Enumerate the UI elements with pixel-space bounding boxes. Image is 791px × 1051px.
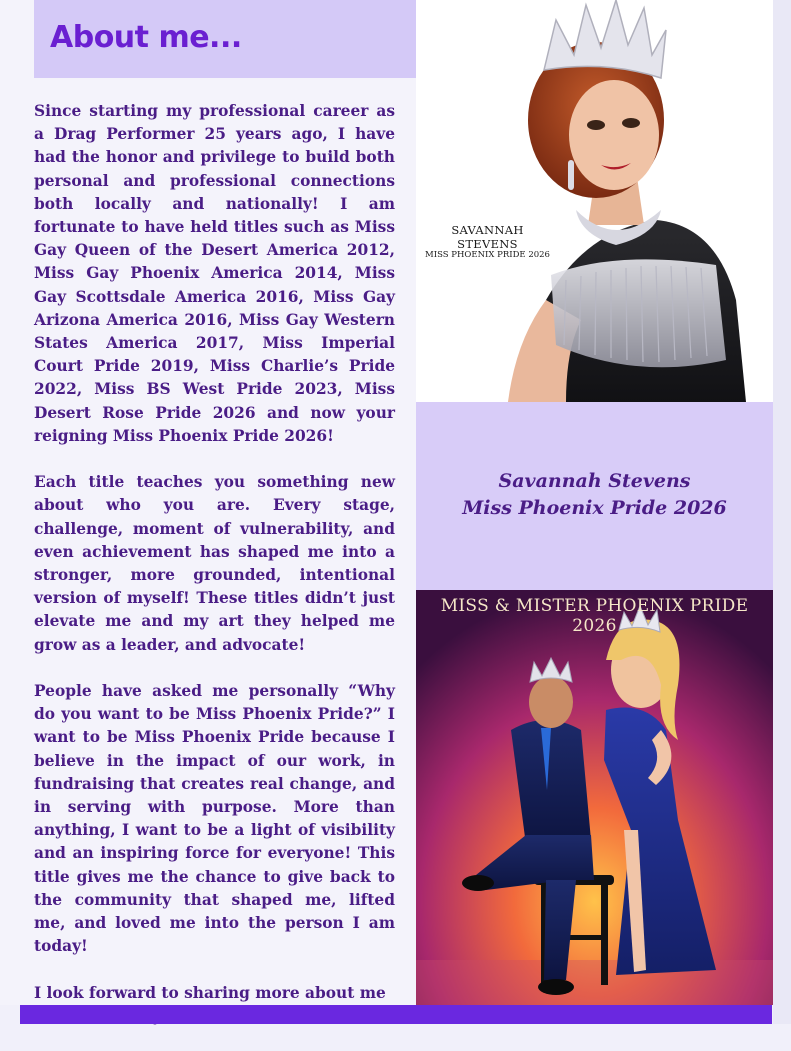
heading-banner [34,0,416,78]
paragraph-closing: I look forward to sharing more about me [34,983,386,1002]
paragraph-career: Since starting my professional career as a Drag Performer 25 years ago, I have had the honor and privilege to build both personal and professional connections both locally and nationally! I am fortunate to have held titles such as Miss Gay Queen of the Desert America 2012, Miss Gay Phoenix America 2014, Miss Gay Scottsdale America 2016, Miss Gay Arizona America 2016, Miss Gay Western States America 2017, Miss Imperial Court Pride 2019, Miss Charlie’s Pride 2022, Miss BS West Pride 2023, Miss Desert Rose Pride 2026 and now your reigning Miss Phoenix Pride 2026! [34,102,395,445]
page-title: About me... [50,20,242,55]
portrait-photo [416,0,773,402]
group-illustration [416,590,773,1005]
group-photo [416,590,773,1005]
portrait-illustration [416,0,773,402]
caption-box [416,402,773,590]
paragraph-why: People have asked me personally “Why do you want to be Miss Phoenix Pride?” I want to be Miss Phoenix Pride because I believe in the impact of our work, in fundraising that creates real change, and in serving with purpose. More than anything, I want to be a light of visibility and an inspiring force for everyone! This title gives me the chance to give back to the community that shaped me, lifted me, and loved me into the person I am today! [34,682,395,956]
caption-title: Miss Phoenix Pride 2026 [462,497,727,519]
caption-name: Savannah Stevens [498,470,691,492]
portrait-overlay-title: MISS PHOENIX PRIDE 2026 [425,250,550,260]
group-photo-banner: MISS & MISTER PHOENIX PRIDE 2026 [440,596,749,636]
portrait-overlay-name: SAVANNAH STEVENS [451,223,524,251]
portrait-overlay-text [420,223,555,260]
about-body [34,100,395,1051]
paragraph-titles: Each title teaches you something new about who you are. Every stage, challenge, moment of vulnerability, and even achievement has shaped me into a stronger, more grounded, intentional version of myself! These titles didn’t just elevate me and my art they helped me grow as a leader, and advocate! [34,473,395,654]
right-margin [773,0,791,1024]
footer-bar [20,1005,772,1024]
